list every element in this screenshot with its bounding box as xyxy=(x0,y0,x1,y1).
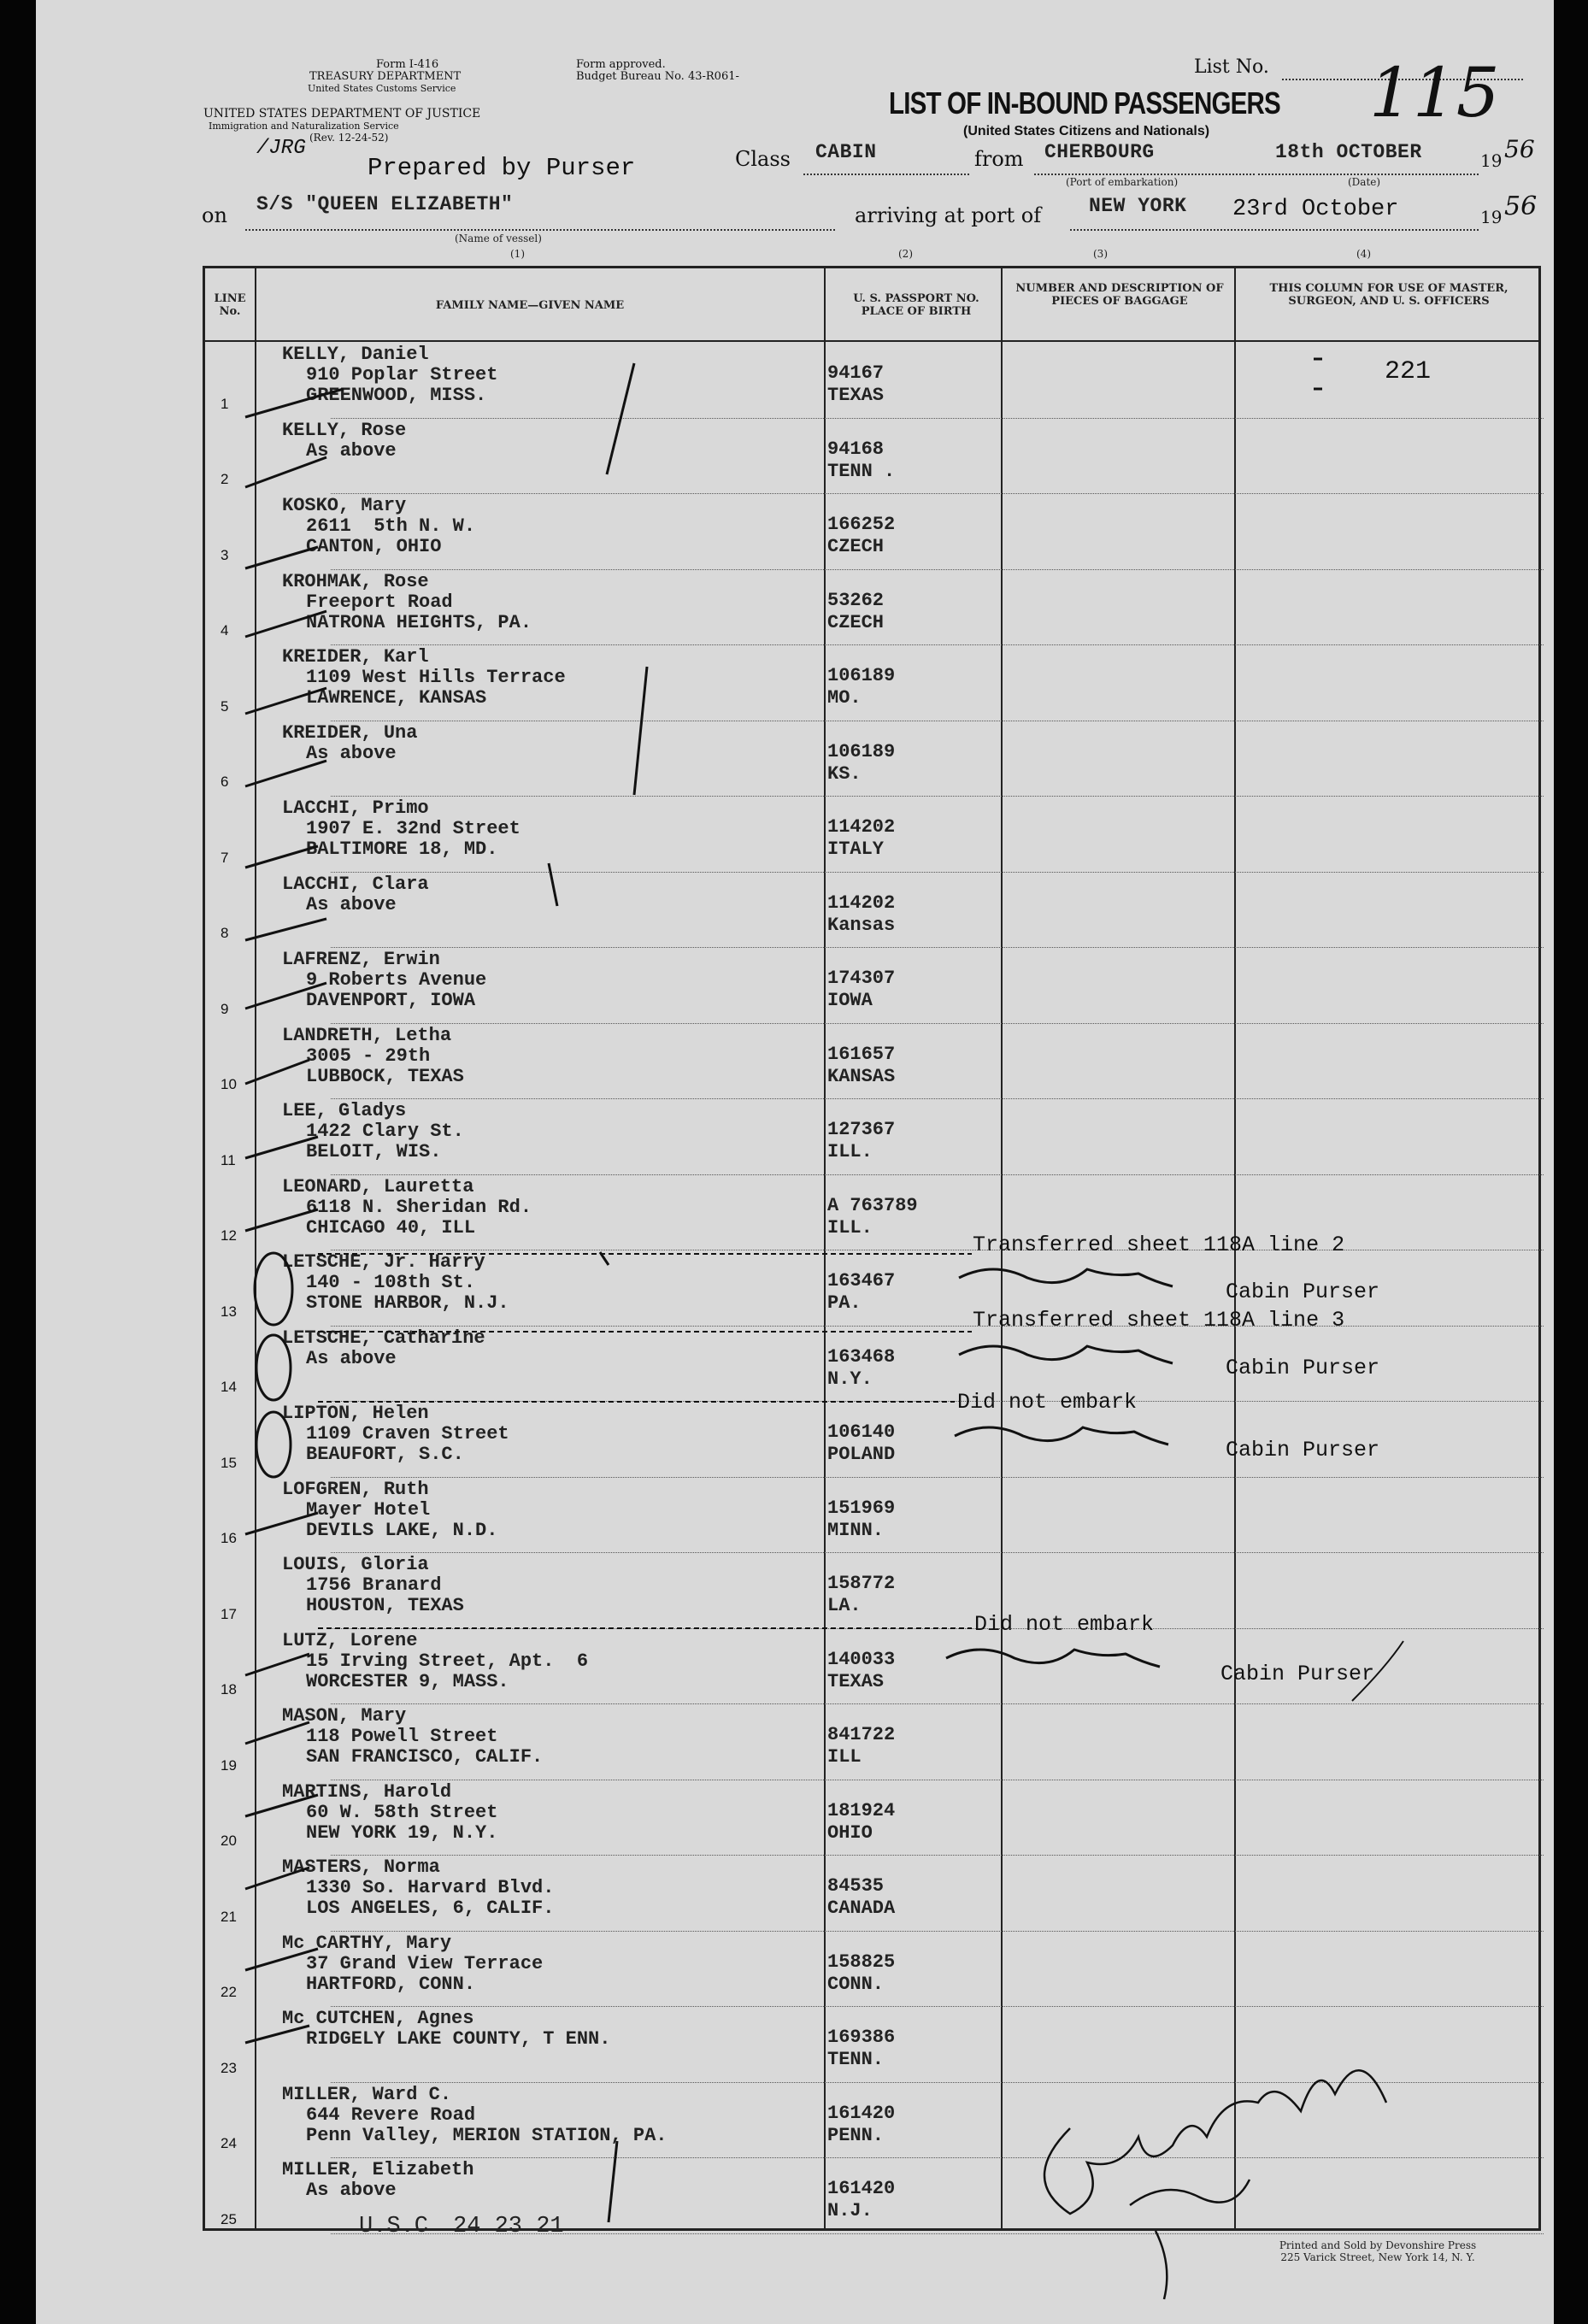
passenger-name: KREIDER, Karl xyxy=(282,646,429,668)
prepared-by: Prepared by Purser xyxy=(368,154,636,182)
passport-number: 106189 xyxy=(827,665,896,686)
col-num-3: (3) xyxy=(1093,248,1108,260)
address-line-2: DAVENPORT, IOWA xyxy=(306,990,476,1011)
place-of-birth: KS. xyxy=(827,762,862,785)
address-line-1: 37 Grand View Terrace xyxy=(306,1952,544,1974)
address-line-2: WORCESTER 9, MASS. xyxy=(306,1670,509,1692)
date-year-hand: 56 xyxy=(1504,135,1535,163)
line-number: 19 xyxy=(221,1756,237,1774)
remark-row13-purser: Cabin Purser xyxy=(1226,1280,1380,1304)
place-of-birth: LA. xyxy=(827,1595,862,1616)
place-of-birth: OHIO xyxy=(827,1821,873,1844)
embarkation-date: 18th OCTOBER xyxy=(1275,141,1422,163)
address-line-1: Freeport Road xyxy=(306,591,453,613)
line-number: 17 xyxy=(221,1605,237,1622)
address-line-2: LAWRENCE, KANSAS xyxy=(306,687,487,709)
ins-title: Immigration and Naturalization Service xyxy=(209,121,399,132)
address-line-1: As above xyxy=(306,2180,397,2201)
remark-row18-not-embarked: Did not embark xyxy=(974,1612,1155,1637)
address-line-2: Penn Valley, MERION STATION, PA. xyxy=(306,2124,668,2146)
passport-number: 169386 xyxy=(827,2027,896,2048)
passport-number: 841722 xyxy=(827,1724,896,1745)
line-number: 13 xyxy=(221,1303,237,1320)
passenger-name: LOUIS, Gloria xyxy=(282,1554,429,1575)
remark-row18-purser: Cabin Purser xyxy=(1220,1662,1375,1686)
address-line-1: 1109 Craven Street xyxy=(306,1423,509,1444)
form-revision: (Rev. 12-24-52) xyxy=(309,132,389,144)
passport-number: 158825 xyxy=(827,1950,896,1973)
passport-number: 140033 xyxy=(827,1648,896,1670)
annotations-overlay xyxy=(36,0,1554,2324)
passenger-name: LUTZ, Lorene xyxy=(282,1629,418,1651)
passenger-name: KELLY, Daniel xyxy=(282,344,429,365)
budget-bureau: Budget Bureau No. 43-R061- xyxy=(576,70,739,83)
address-line-1: 6118 N. Sheridan Rd. xyxy=(306,1196,532,1218)
address-line-1: 1330 So. Harvard Blvd. xyxy=(306,1877,555,1898)
place-of-birth: TEXAS xyxy=(827,1670,885,1692)
place-of-birth: KANSAS xyxy=(827,1065,896,1087)
line-number: 6 xyxy=(221,774,229,790)
place-of-birth: Kansas xyxy=(827,914,896,936)
col-header-line-no: LINE No. xyxy=(214,292,246,318)
vessel-name: S/S "QUEEN ELIZABETH" xyxy=(256,193,514,215)
passenger-name: MARTINS, Harold xyxy=(282,1780,452,1803)
passenger-name: KELLY, Rose xyxy=(282,419,407,441)
place-of-birth: ILL. xyxy=(827,1141,873,1162)
line-number: 16 xyxy=(221,1530,237,1546)
line-number: 22 xyxy=(221,1984,237,2000)
passport-number: 158772 xyxy=(827,1573,896,1594)
address-line-1: As above xyxy=(306,893,397,915)
vessel-caption: (Name of vessel) xyxy=(455,232,542,244)
passport-number: 53262 xyxy=(827,589,885,611)
address-line-1: 2611 5th N. W. xyxy=(306,515,476,537)
passenger-name: LIPTON, Helen xyxy=(282,1403,429,1424)
address-line-1: 15 Irving Street, Apt. 6 xyxy=(306,1650,589,1672)
line-number: 15 xyxy=(221,1454,237,1471)
place-of-birth: PA. xyxy=(827,1292,862,1314)
line-number: 5 xyxy=(221,697,229,715)
address-line-1: 3005 - 29th xyxy=(306,1044,431,1067)
class-value: CABIN xyxy=(815,141,877,163)
passenger-name: Mc CARTHY, Mary xyxy=(282,1932,452,1954)
passenger-name: KROHMAK, Rose xyxy=(282,570,429,592)
passport-number: 106140 xyxy=(827,1421,896,1443)
passport-number: 161657 xyxy=(827,1043,896,1065)
passport-number: 151969 xyxy=(827,1497,896,1519)
passport-number: 166252 xyxy=(827,514,896,535)
arriving-label: arriving at port of xyxy=(855,203,1042,227)
address-line-2: DEVILS LAKE, N.D. xyxy=(306,1519,498,1541)
address-line-1: 1422 Clary St. xyxy=(306,1121,464,1142)
line-number: 24 xyxy=(221,2135,237,2151)
passenger-name: MASTERS, Norma xyxy=(282,1856,440,1878)
line-number: 21 xyxy=(221,1908,237,1925)
passenger-name: LETSCHE, Jr. Harry xyxy=(282,1251,485,1273)
address-line-1: 1756 Branard xyxy=(306,1574,442,1596)
address-line-1: 9 Roberts Avenue xyxy=(306,969,487,991)
address-line-2: SAN FRANCISCO, CALIF. xyxy=(306,1746,544,1768)
on-label: on xyxy=(202,203,227,227)
passport-number: 84535 xyxy=(827,1875,885,1897)
col-num-2: (2) xyxy=(898,248,913,260)
address-line-1: 140 - 108th St. xyxy=(306,1272,476,1293)
passenger-name: MILLER, Ward C. xyxy=(282,2083,452,2105)
address-line-2: BALTIMORE 18, MD. xyxy=(306,838,498,860)
passport-number: 163467 xyxy=(827,1270,896,1291)
line-number: 2 xyxy=(221,471,229,487)
passenger-name: LACCHI, Primo xyxy=(282,797,429,819)
date-year-prefix: 19 xyxy=(1480,150,1503,171)
passport-number: 94167 xyxy=(827,362,885,384)
line-number: 10 xyxy=(221,1076,237,1092)
address-line-1: 1109 West Hills Terrace xyxy=(306,667,566,688)
col-num-1: (1) xyxy=(510,248,525,260)
passport-number: 174307 xyxy=(827,968,896,989)
place-of-birth: ILL. xyxy=(827,1216,873,1238)
from-label: from xyxy=(974,147,1024,171)
address-line-1: 644 Revere Road xyxy=(306,2103,476,2126)
printer-credit-1: Printed and Sold by Devonshire Press xyxy=(1279,2239,1477,2251)
address-line-1: As above xyxy=(306,742,397,764)
address-line-1: As above xyxy=(306,439,397,462)
remark-row13-transfer: Transferred sheet 118A line 2 xyxy=(973,1233,1345,1257)
arrival-date: 23rd October xyxy=(1232,197,1399,222)
footer-usc-numbers: 24 23 21 xyxy=(453,2214,564,2239)
line-number: 20 xyxy=(221,1833,237,1849)
col-header-baggage: NUMBER AND DESCRIPTION OF PIECES OF BAGGAGE xyxy=(1015,282,1224,308)
officer-note-row1: 221 xyxy=(1385,357,1432,386)
clerk-initials: /JRG xyxy=(256,137,306,160)
line-number: 4 xyxy=(221,622,229,638)
col-num-4: (4) xyxy=(1356,248,1371,260)
place-of-birth: PENN. xyxy=(827,2124,885,2146)
line-number: 11 xyxy=(221,1151,236,1168)
address-line-2: BELOIT, WIS. xyxy=(306,1141,442,1162)
footer-usc: U.S.C xyxy=(359,2214,429,2239)
document-title: LIST OF IN-BOUND PASSENGERS xyxy=(889,85,1280,121)
address-line-2: HARTFORD, CONN. xyxy=(306,1973,476,1995)
col-header-officers: THIS COLUMN FOR USE OF MASTER, SURGEON, AND U. S. OFFICERS xyxy=(1269,282,1509,308)
address-line-1: 910 Poplar Street xyxy=(306,364,498,385)
line-number: 23 xyxy=(221,2059,237,2076)
address-line-1: RIDGELY LAKE COUNTY, T ENN. xyxy=(306,2028,611,2050)
place-of-birth: MO. xyxy=(827,687,862,709)
passport-number: 106189 xyxy=(827,740,896,762)
passenger-name: LACCHI, Clara xyxy=(282,873,429,895)
address-line-1: 1907 E. 32nd Street xyxy=(306,818,521,839)
passenger-name: LAFRENZ, Erwin xyxy=(282,949,440,970)
line-number: 8 xyxy=(221,925,229,941)
place-of-birth: N.J. xyxy=(827,2200,873,2221)
embarkation-port: CHERBOURG xyxy=(1044,141,1155,163)
place-of-birth: POLAND xyxy=(827,1444,896,1465)
place-of-birth: ITALY xyxy=(827,838,885,860)
address-line-1: Mayer Hotel xyxy=(306,1498,431,1521)
line-number: 14 xyxy=(221,1379,237,1395)
treasury-dept: TREASURY DEPARTMENT xyxy=(309,70,462,83)
passport-number: 94168 xyxy=(827,438,885,460)
passport-number: 163468 xyxy=(827,1345,896,1368)
address-line-2: CHICAGO 40, ILL xyxy=(306,1216,476,1238)
line-number: 1 xyxy=(221,395,229,412)
address-line-2: NATRONA HEIGHTS, PA. xyxy=(306,611,532,633)
address-line-1: 60 W. 58th Street xyxy=(306,1801,498,1823)
col-header-passport: U. S. PASSPORT NO. PLACE OF BIRTH xyxy=(853,292,979,318)
line-number: 18 xyxy=(221,1681,237,1697)
remark-row14-transfer: Transferred sheet 118A line 3 xyxy=(973,1308,1345,1333)
line-number: 25 xyxy=(221,2210,237,2227)
place-of-birth: TENN. xyxy=(827,2049,885,2070)
passport-number: 127367 xyxy=(827,1119,896,1140)
passenger-name: MASON, Mary xyxy=(282,1705,407,1727)
list-no-label: List No. xyxy=(1194,56,1269,78)
customs-service: United States Customs Service xyxy=(308,83,456,94)
address-line-1: As above xyxy=(306,1347,397,1369)
address-line-2: CANTON, OHIO xyxy=(306,536,442,557)
place-of-birth: MINN. xyxy=(827,1519,885,1541)
place-of-birth: CANADA xyxy=(827,1897,896,1919)
passport-number: 161420 xyxy=(827,2178,896,2199)
passenger-name: LEONARD, Lauretta xyxy=(282,1175,474,1197)
remark-row15-purser: Cabin Purser xyxy=(1226,1438,1380,1462)
address-line-1: 118 Powell Street xyxy=(306,1726,498,1747)
place-of-birth: TENN . xyxy=(827,460,896,482)
passport-number: 161420 xyxy=(827,2102,896,2124)
form-number: Form I-416 xyxy=(376,58,439,71)
doj-title: UNITED STATES DEPARTMENT OF JUSTICE xyxy=(203,107,481,121)
place-of-birth: CONN. xyxy=(827,1973,885,1995)
passenger-name: LEE, Gladys xyxy=(282,1100,407,1121)
line-number: 12 xyxy=(221,1227,237,1244)
class-label: Class xyxy=(735,147,791,171)
line-number: 7 xyxy=(221,849,229,866)
printer-credit-2: 225 Varick Street, New York 14, N. Y. xyxy=(1280,2251,1475,2263)
passenger-name: KOSKO, Mary xyxy=(282,495,407,516)
address-line-2: LOS ANGELES, 6, CALIF. xyxy=(306,1897,555,1919)
line-number: 9 xyxy=(221,1000,229,1017)
place-of-birth: N.Y. xyxy=(827,1368,873,1390)
form-approved: Form approved. xyxy=(576,58,666,71)
place-of-birth: ILL xyxy=(827,1746,862,1768)
line-number: 3 xyxy=(221,546,229,563)
passport-number: A 763789 xyxy=(827,1194,918,1216)
address-line-2: STONE HARBOR, N.J. xyxy=(306,1292,509,1314)
passenger-name: LETSCHE, Catharine xyxy=(282,1327,485,1349)
port-caption: (Port of embarkation) xyxy=(1066,176,1179,188)
passenger-name: KREIDER, Una xyxy=(282,721,418,744)
passport-number: 181924 xyxy=(827,1799,896,1821)
col-header-name: FAMILY NAME—GIVEN NAME xyxy=(435,299,625,312)
address-line-2: HOUSTON, TEXAS xyxy=(306,1595,464,1616)
address-line-2: NEW YORK 19, N.Y. xyxy=(306,1821,498,1844)
address-line-2: LUBBOCK, TEXAS xyxy=(306,1065,464,1087)
remark-row14-purser: Cabin Purser xyxy=(1226,1356,1380,1380)
document-subtitle: (United States Citizens and Nationals) xyxy=(963,124,1210,138)
passport-number: 114202 xyxy=(827,816,896,838)
place-of-birth: IOWA xyxy=(827,990,873,1011)
arrival-port: NEW YORK xyxy=(1089,195,1187,217)
passenger-name: LOFGREN, Ruth xyxy=(282,1478,429,1500)
address-line-2: GREENWOOD, MISS. xyxy=(306,385,487,406)
passenger-name: LANDRETH, Letha xyxy=(282,1024,452,1046)
arrival-year-hand: 56 xyxy=(1504,191,1538,221)
address-line-2: BEAUFORT, S.C. xyxy=(306,1444,464,1465)
passenger-name: Mc CUTCHEN, Agnes xyxy=(282,2008,474,2029)
list-number-handwritten: 115 xyxy=(1369,53,1500,132)
passport-number: 114202 xyxy=(827,891,896,914)
place-of-birth: CZECH xyxy=(827,611,885,633)
passenger-list-page xyxy=(36,0,1554,2324)
arrival-year-prefix: 19 xyxy=(1480,207,1503,227)
place-of-birth: TEXAS xyxy=(827,385,885,406)
date-caption: (Date) xyxy=(1348,176,1381,188)
passenger-name: MILLER, Elizabeth xyxy=(282,2159,474,2180)
place-of-birth: CZECH xyxy=(827,536,885,557)
remark-row15-not-embarked: Did not embark xyxy=(957,1390,1138,1415)
